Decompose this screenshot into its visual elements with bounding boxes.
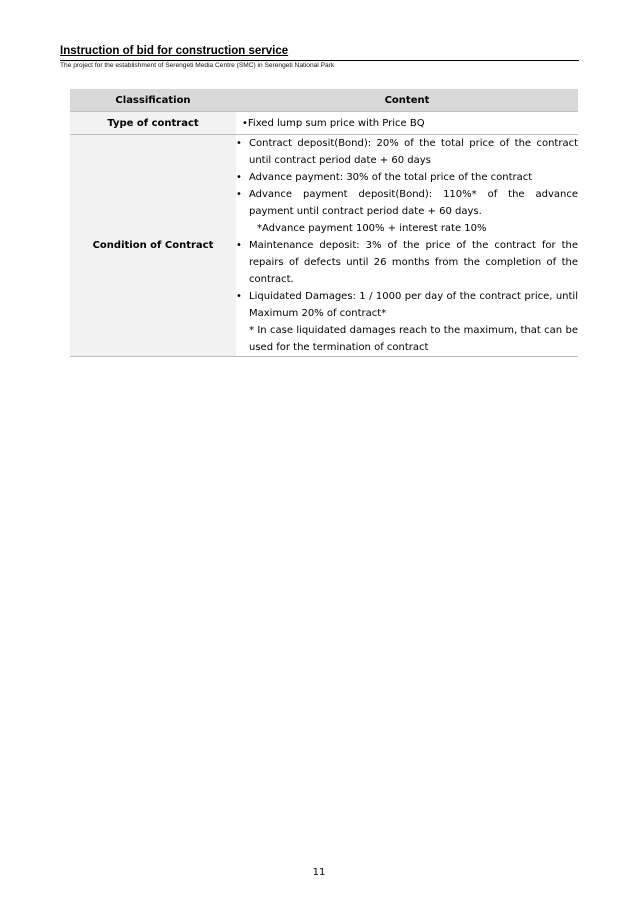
document-title: Instruction of bid for construction service — [60, 45, 289, 57]
bullet-marker: • — [236, 240, 242, 251]
bullet-marker: • — [236, 138, 242, 149]
list-item — [236, 169, 578, 186]
contract-conditions-table — [70, 89, 578, 357]
list-item-text: Contract deposit(Bond): 20% of the total price of the contract until contract period date + 60 days — [249, 138, 578, 166]
header-divider — [60, 60, 579, 61]
liquidated-damages-note: * In case liquidated damages reach to the maximum, that can be used for the termination of contract — [249, 325, 578, 353]
list-item-text: Advance payment: 30% of the total price of the contract — [249, 172, 533, 183]
bullet-marker: • — [236, 189, 242, 200]
table-row — [70, 135, 578, 357]
bullet-marker: • — [236, 172, 242, 183]
bullet-marker: • — [236, 291, 242, 302]
content-cell: •Fixed lump sum price with Price BQ — [236, 112, 578, 135]
column-header-content: Content — [236, 89, 578, 112]
list-item — [236, 186, 578, 220]
list-item — [236, 237, 578, 288]
classification-cell: Type of contract — [70, 112, 236, 135]
list-item-text: Maintenance deposit: 3% of the price of the contract for the repairs of defects until 26 months from the completion of the contract. — [249, 240, 578, 285]
list-item — [236, 135, 578, 169]
classification-cell: Condition of Contract — [70, 135, 236, 357]
table-row — [70, 112, 578, 135]
table-header-row — [70, 89, 578, 112]
column-header-classification: Classification — [70, 89, 236, 112]
list-item-text: Liquidated Damages: 1 / 1000 per day of the contract price, until Maximum 20% of contract* — [249, 291, 578, 319]
list-item-text: Advance payment deposit(Bond): 110%* of the advance payment until contract period date + 60 days. — [249, 189, 578, 217]
advance-payment-note: *Advance payment 100% + interest rate 10% — [257, 223, 487, 234]
content-cell — [236, 135, 578, 357]
page-number: 11 — [312, 867, 326, 878]
document-subtitle: The project for the establishment of Serengeti Media Centre (SMC) in Serengeti National Park — [60, 62, 335, 69]
list-item — [236, 288, 578, 322]
